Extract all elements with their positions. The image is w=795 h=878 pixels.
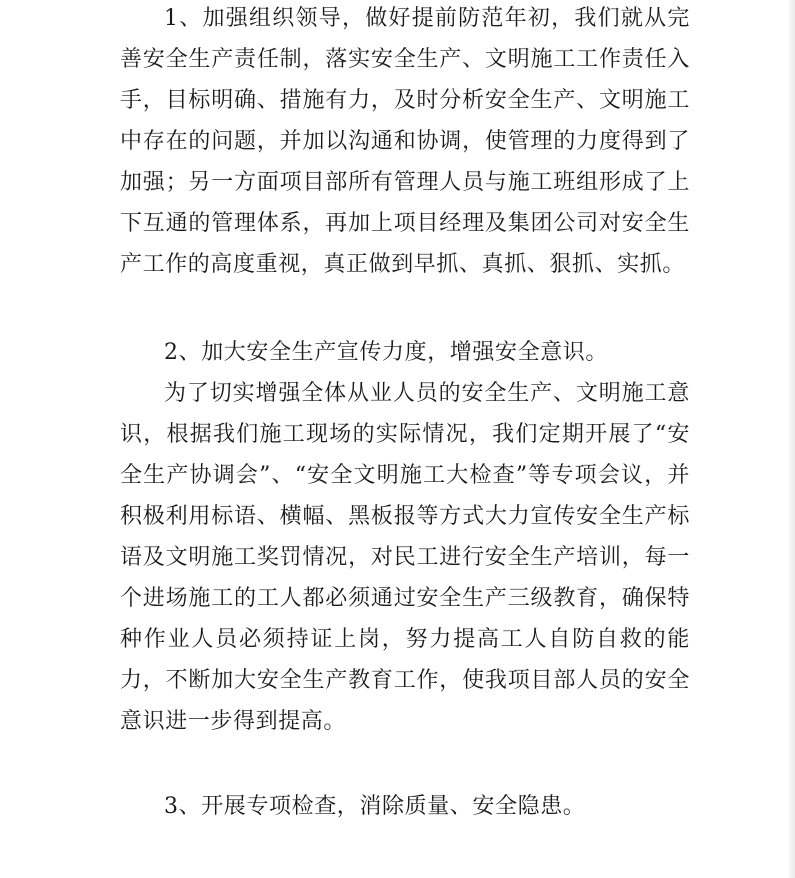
paragraph-text: 为了切实增强全体从业人员的安全生产、文明施工意识，根据我们施工现场的实际情况，我们定期开展了“安全生产协调会”、“安全文明施工大检查”等专项会议，并积极利用标语、横幅、黑板报等方式大力宣传安全生产标语及文明施工奖罚情况，对民工进行安全生产培训，每一个进场施工的工人都必须通过安全生产三级教育，确保特种作业人员必须持证上岗，努力提高工人自防自救的能力，不断加大安全生产教育工作，使我项目部人员的安全意识进一步得到提高。 <box>120 381 690 734</box>
section-1-paragraph <box>120 0 690 285</box>
page-edge-shadow <box>787 0 795 878</box>
heading-text: 2、加大安全生产宣传力度，增强安全意识。 <box>164 340 608 365</box>
section-3-heading <box>120 786 690 827</box>
section-2-heading <box>120 332 690 373</box>
heading-text: 3、开展专项检查，消除质量、安全隐患。 <box>164 794 586 819</box>
section-2-paragraph <box>120 373 690 742</box>
paragraph-text: 1、加强组织领导，做好提前防范年初，我们就从完善安全生产责任制，落实安全生产、文明施工工作责任入手，目标明确、措施有力，及时分析安全生产、文明施工中存在的问题，并加以沟通和协调，使管理的力度得到了加强；另一方面项目部所有管理人员与施工班组形成了上下互通的管理体系，再加上项目经理及集团公司对安全生产工作的高度重视，真正做到早抓、真抓、狠抓、实抓。 <box>120 6 690 277</box>
